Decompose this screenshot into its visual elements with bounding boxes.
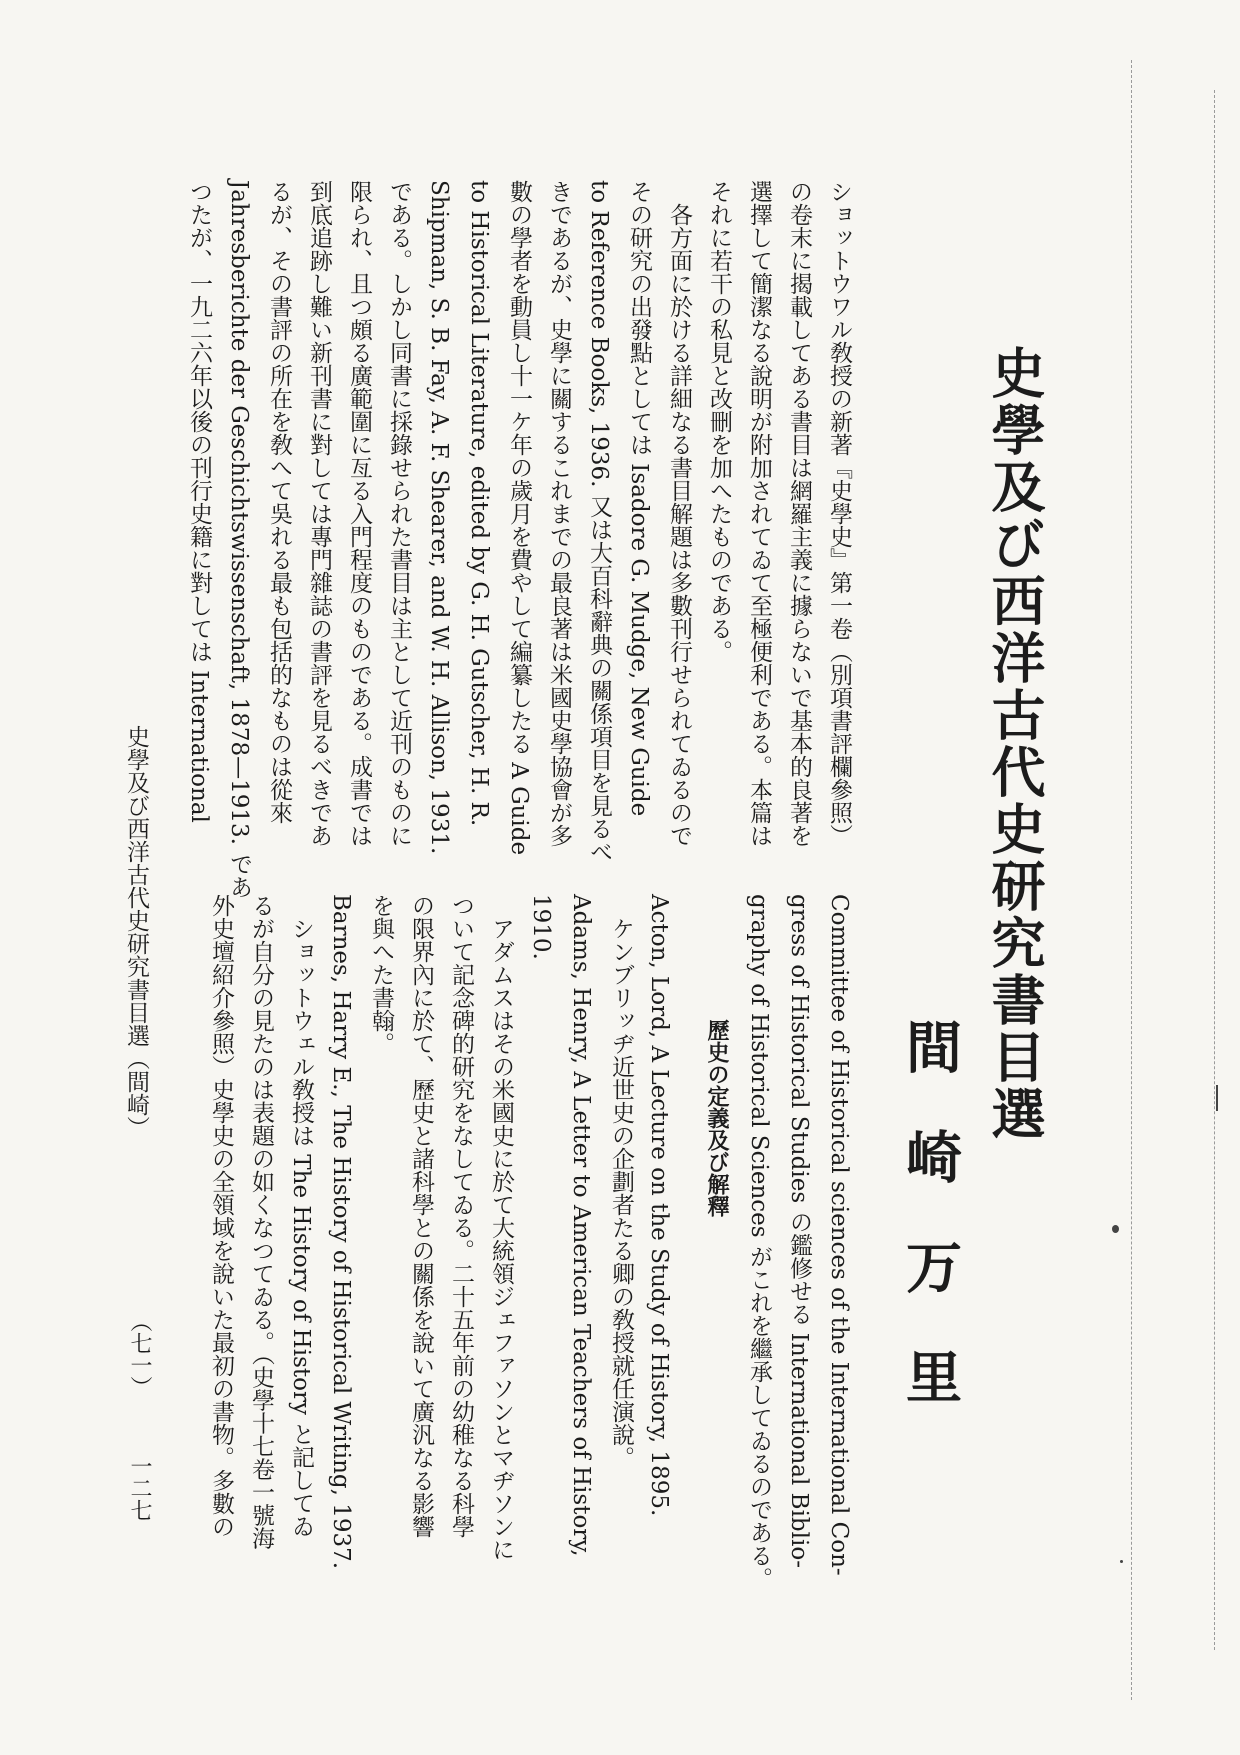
text-line: 限られ、且つ頗る廣範圍に亙る入門程度のものである。成書では <box>346 180 372 847</box>
text-line: 外史壇紹介參照）史學史の全領域を說いた最初の書物。多數の <box>208 894 234 1538</box>
text-line: Committee of Historical sciences of the International Con- <box>826 894 852 1576</box>
text-line: 數の學者を動員し十一ケ年の歲月を費やして編纂したる A Guide <box>506 180 532 856</box>
lower-text-column <box>170 894 852 1590</box>
running-footer: 史學及び西洋古代史研究書目選（間崎） <box>123 725 149 1139</box>
text-line: ケンブリッヂ近世史の企劃者たる卿の敎授就任演說。 <box>608 917 634 1469</box>
text-line: その研究の出發點としては Isadore G. Mudge, New Guide <box>626 180 652 817</box>
text-line: to Reference Books, 1936. 又は大百科辭典の關係項目を見るべ <box>586 180 612 863</box>
upper-text-column <box>170 180 852 899</box>
text-line: 各方面に於ける詳細なる書目解題は多數刊行せられてゐるので <box>666 203 692 847</box>
text-line: Jahresberichte der Geschichtswissenschaft, 1878—1913. であ <box>226 180 252 899</box>
text-line: ショットウワル敎授の新著『史學史』第一卷（別項書評欄參照） <box>826 180 852 847</box>
scan-edge-line <box>1214 90 1215 1650</box>
text-line: である。しかし同書に採錄せられた書目は主として近刊のものに <box>386 180 412 847</box>
page-number-parenthesized: （七一） <box>127 1310 152 1398</box>
text-line: ショットウェル敎授は The History of History と記してゐ <box>288 917 314 1538</box>
text-line: るが自分の見たのは表題の如くなつてゐる。（史學十七卷一號海 <box>248 894 274 1550</box>
text-line: の限界內に於て、歷史と諸科學との關係を說いて廣汎なる影響 <box>408 894 434 1538</box>
text-line: Adams, Henry, A Letter to American Teachers of History, <box>568 894 594 1557</box>
section-heading: 歷史の定義及び解釋 <box>704 1019 730 1217</box>
text-line: 1910. <box>528 894 554 960</box>
text-line: Acton, Lord, A Lecture on the Study of History, 1895. <box>646 894 672 1517</box>
text-line: graphy of Historical Sciences がこれを繼承してゐるのである。 <box>746 894 772 1590</box>
text-line: きであるが、史學に關するこれまでの最良著は米國史學協會が多 <box>546 180 572 847</box>
text-line: るが、その書評の所在を敎へて吳れる最も包括的なものは從來 <box>266 180 292 824</box>
text-line: 到底追跡し難い新刊書に對しては專門雜誌の書評を見るべきであ <box>306 180 332 847</box>
ink-speck <box>1120 1560 1123 1563</box>
article-title: 史學及び西洋古代史研究書目選 <box>983 345 1047 1143</box>
text-line: Shipman, S. B. Fay, A. F. Shearer, and W. H. Allison, 1931. <box>426 180 452 855</box>
text-line: つたが、一九二六年以後の刊行史籍に對しては International <box>186 180 212 823</box>
text-line: 選擇して簡潔なる說明が附加されてゐて至極便利である。本篇は <box>746 180 772 847</box>
text-line: アダムスはその米國史に於て大統領ジェファソンとマヂソンに <box>488 917 514 1561</box>
text-line: それに若干の私見と改刪を加へたものである。 <box>706 180 732 663</box>
page-number: 一二七 <box>127 1455 152 1521</box>
text-line: ついて記念碑的研究をなしてゐる。二十五年前の幼稚なる科學 <box>448 894 474 1538</box>
author-name: 間崎万里 <box>897 1018 963 1458</box>
text-line: の卷末に揭載してある書目は網羅主義に據らないで基本的良著を <box>786 180 812 847</box>
text-line: to Historical Literature, edited by G. H. Gutscher, H. R. <box>466 180 492 827</box>
scan-edge-line <box>1131 60 1132 1700</box>
text-line: gress of Historical Studies の鑑修せる International Biblio- <box>786 894 812 1568</box>
ink-speck <box>1216 1085 1218 1111</box>
text-line: を與へた書翰。 <box>368 894 394 1055</box>
text-line: Barnes, Harry E., The History of Historical Writing, 1937. <box>328 894 354 1570</box>
ink-speck <box>1112 1225 1119 1233</box>
